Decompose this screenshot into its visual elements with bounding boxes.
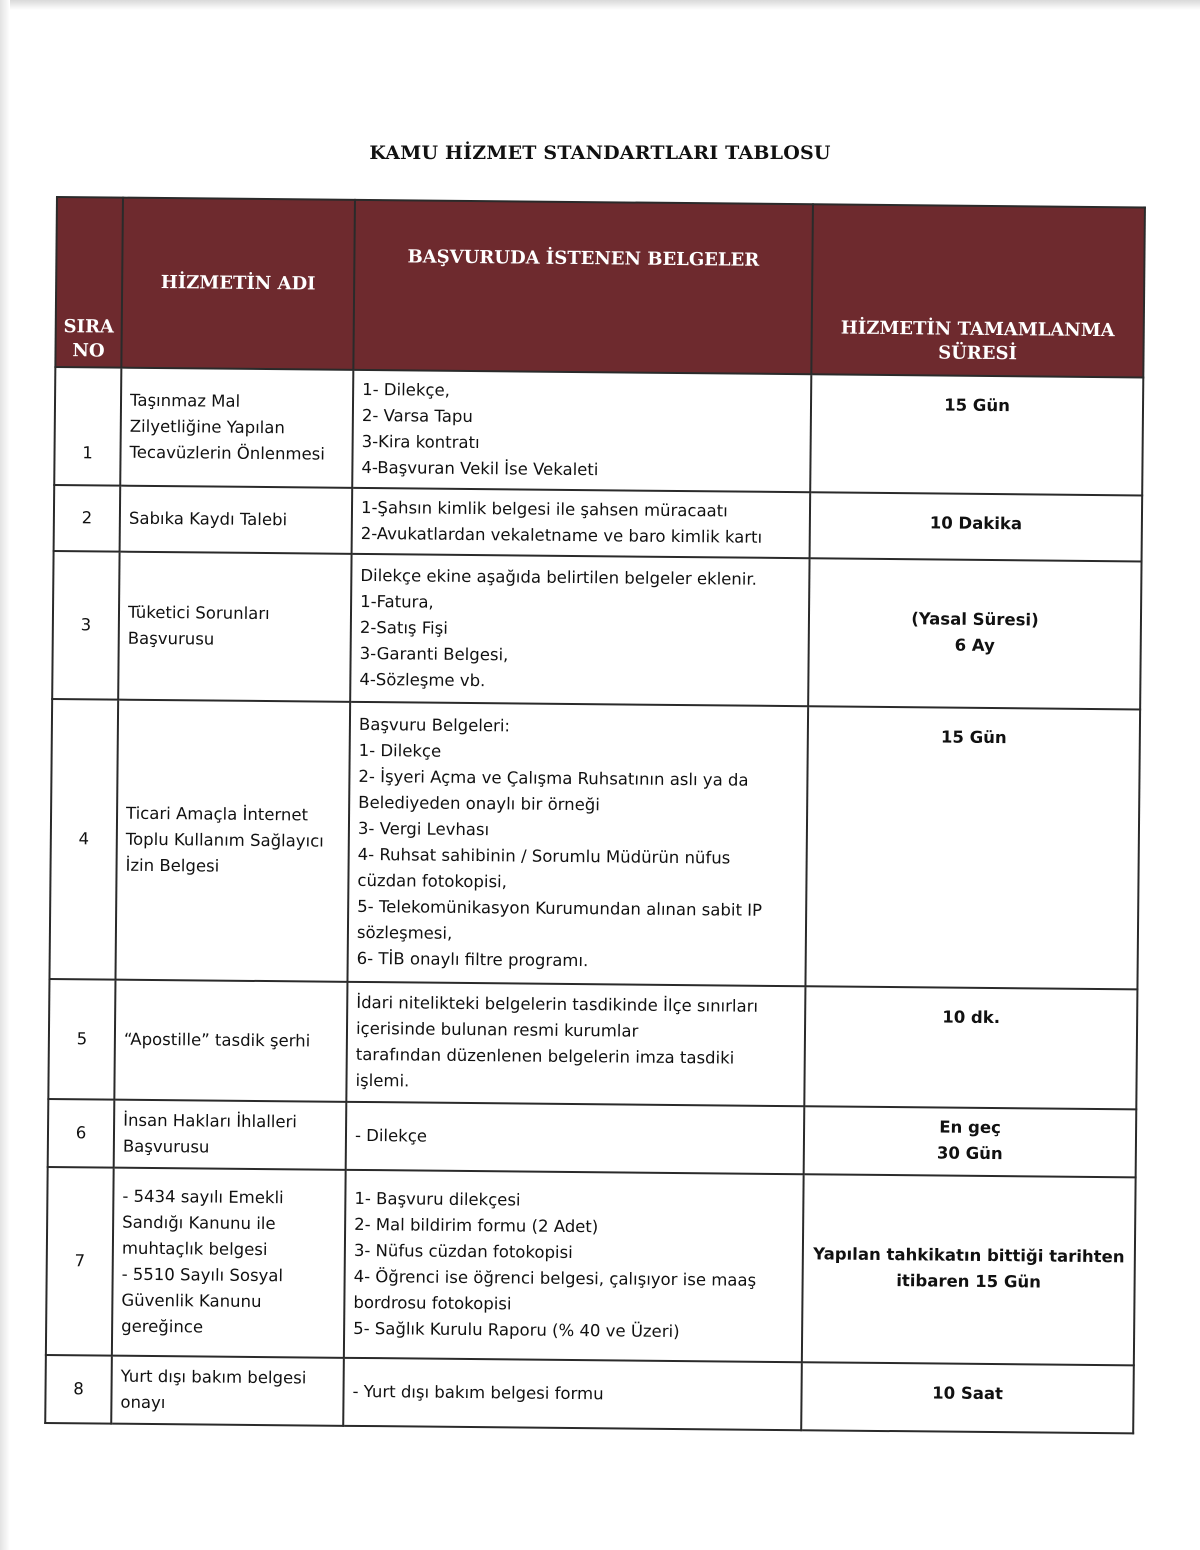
required-documents-cell-line: tarafından düzenlenen belgelerin imza tasdiki (355, 1044, 735, 1068)
row-number-cell: 8 (45, 1355, 112, 1424)
completion-time-cell (804, 986, 1137, 1109)
completion-time-cell-line: Yapılan tahkikatın bittiği tarihten (813, 1244, 1125, 1267)
service-name-cell-line: Tüketici Sorunları (127, 602, 270, 624)
required-documents-cell-line: 4- Ruhsat sahibinin / Sorumlu Müdürün nüfus (357, 844, 731, 868)
table-body (45, 367, 1143, 1433)
service-name-cell-line: Sandığı Kanunu ile (122, 1212, 276, 1234)
required-documents-cell-line: 4-Sözleşme vb. (359, 669, 486, 691)
scan-left-edge (0, 0, 10, 1550)
required-documents-cell-line: bordrosu fotokopisi (353, 1292, 512, 1314)
required-documents-cell-line: 2- Varsa Tapu (361, 405, 473, 427)
required-documents-cell-line: sözleşmesi, (356, 922, 453, 943)
completion-time-cell (805, 706, 1140, 989)
required-documents-cell (344, 1170, 804, 1362)
completion-time-cell (810, 492, 1143, 561)
service-name-cell-line: gereğince (121, 1316, 204, 1337)
service-name-cell (120, 486, 353, 554)
completion-time-cell-line: 10 Saat (932, 1383, 1004, 1404)
required-documents-cell-line: 3-Kira kontratı (361, 431, 480, 453)
required-documents-cell-line: 6- TİB onaylı filtre programı. (356, 948, 589, 971)
service-name-cell-line: İzin Belgesi (125, 855, 220, 876)
required-documents-cell (352, 488, 811, 558)
service-name-cell (114, 1100, 347, 1170)
service-name-cell-line: - 5434 sayılı Emekli (122, 1186, 284, 1208)
completion-time-cell-line: En geç (939, 1117, 1001, 1138)
required-documents-cell-line: içerisinde bulunan resmi kurumlar (355, 1018, 639, 1041)
required-documents-cell (347, 702, 808, 986)
row-number-cell: 7 (46, 1167, 114, 1356)
required-documents-cell-line: 1- Dilekçe (358, 740, 442, 761)
table-header-row (55, 197, 1145, 377)
required-documents-cell (346, 1102, 805, 1174)
completion-time-cell (810, 374, 1143, 495)
service-name-cell-line: “Apostille” tasdik şerhi (123, 1029, 311, 1051)
service-name-cell-line: Başvurusu (127, 628, 215, 649)
completion-time-cell-line: (Yasal Süresi) (911, 609, 1039, 630)
row-number-cell: 6 (48, 1099, 115, 1168)
service-name-cell-line: - 5510 Sayılı Sosyal (121, 1264, 284, 1286)
completion-time-cell-line: 10 Dakika (929, 513, 1023, 534)
required-documents-cell-line: 5- Sağlık Kurulu Raporu (% 40 ve Üzeri) (353, 1318, 680, 1342)
table-row (49, 699, 1140, 989)
required-documents-cell-line: 3- Nüfus cüzdan fotokopisi (353, 1240, 573, 1263)
required-documents-cell-line: 4- Öğrenci ise öğrenci belgesi, çalışıyor ise maaş (353, 1266, 757, 1290)
required-documents-cell-line: Belediyeden onaylı bir örneği (358, 792, 600, 815)
required-documents-cell-line: - Yurt dışı bakım belgesi formu (352, 1381, 604, 1404)
required-documents-cell-line: İdari nitelikteki belgelerin tasdikinde İlçe sınırları (356, 992, 759, 1016)
table-row (54, 367, 1143, 495)
completion-time-cell-line: 15 Gün (944, 395, 1010, 416)
required-documents-cell-line: 5- Telekomünikasyon Kurumundan alınan sabit IP (357, 896, 763, 920)
required-documents-cell-line: 1-Fatura, (360, 591, 434, 612)
required-documents-cell-line: Başvuru Belgeleri: (358, 714, 511, 736)
required-documents-cell-line: 2- İşyeri Açma ve Çalışma Ruhsatının aslı ya da (358, 766, 749, 790)
required-documents-cell-line: 1-Şahsın kimlik belgesi ile şahsen müracaatı (360, 497, 728, 521)
table-row (48, 979, 1137, 1109)
table-row (48, 1099, 1137, 1177)
required-documents-cell (352, 370, 811, 492)
service-name-cell (112, 1168, 346, 1358)
required-documents-cell-line: Dilekçe ekine aşağıda belirtilen belgeler eklenir. (360, 565, 758, 589)
service-name-cell (111, 1356, 344, 1426)
service-name-cell-line: Başvurusu (122, 1136, 210, 1157)
completion-time-cell (801, 1362, 1134, 1433)
required-documents-cell-line: - Dilekçe (354, 1125, 428, 1146)
service-name-cell-line: Yurt dışı bakım belgesi (120, 1366, 307, 1388)
completion-time-cell-line: 10 dk. (942, 1007, 1001, 1028)
completion-time-cell-line: 30 Gün (936, 1143, 1003, 1164)
service-name-cell (118, 552, 351, 702)
header-tamamlanma-suresi: HİZMETİN TAMAMLANMA SÜRESİ (811, 204, 1145, 377)
standards-table (44, 196, 1146, 1434)
header-basvuru-belgeleri: BAŞVURUDA İSTENEN BELGELER (353, 200, 813, 374)
service-name-cell-line: Sabıka Kaydı Talebi (128, 508, 288, 530)
service-name-cell (114, 980, 347, 1102)
header-hizmetin-adi: HİZMETİN ADI (121, 198, 355, 370)
service-name-cell (120, 368, 353, 488)
scan-top-edge (0, 0, 1200, 10)
service-name-cell-line: Ticari Amaçla İnternet (125, 803, 309, 825)
required-documents-cell-line: işlemi. (355, 1070, 410, 1091)
required-documents-cell-line: 2-Avukatlardan vekaletname ve baro kimlik kartı (360, 523, 763, 547)
service-name-cell-line: onayı (120, 1392, 166, 1413)
service-name-cell-line: Zilyetliğine Yapılan (129, 416, 285, 438)
service-name-cell-line: Taşınmaz Mal (129, 390, 241, 411)
service-name-cell (115, 700, 350, 982)
table-row (52, 551, 1141, 709)
table-row (54, 485, 1143, 561)
required-documents-cell (343, 1358, 802, 1430)
service-name-cell-line: Toplu Kullanım Sağlayıcı (125, 829, 324, 851)
required-documents-cell-line: 1- Başvuru dilekçesi (354, 1188, 521, 1210)
row-number-cell: 4 (49, 699, 118, 980)
required-documents-cell-line: 3- Vergi Levhası (357, 818, 490, 840)
completion-time-cell-line: itibaren 15 Gün (896, 1271, 1042, 1292)
required-documents-cell-line: cüzdan fotokopisi, (357, 870, 508, 892)
completion-time-cell (804, 1106, 1137, 1177)
completion-time-cell-line: 15 Gün (940, 727, 1007, 748)
completion-time-cell (808, 558, 1141, 709)
header-sira-no: SIRA NO (55, 197, 123, 368)
required-documents-cell-line: 3-Garanti Belgesi, (359, 643, 509, 665)
required-documents-cell-line: 1- Dilekçe, (362, 379, 450, 400)
document-title: KAMU HİZMET STANDARTLARI TABLOSU (369, 142, 831, 164)
standards-table-container (44, 196, 1144, 1434)
service-name-cell-line: Güvenlik Kanunu (121, 1290, 262, 1312)
completion-time-cell-line: 6 Ay (954, 635, 995, 656)
row-number-cell: 3 (52, 551, 119, 700)
table-row (45, 1355, 1134, 1433)
service-name-cell-line: muhtaçlık belgesi (121, 1238, 268, 1260)
required-documents-cell (350, 554, 809, 706)
required-documents-cell (346, 982, 805, 1106)
row-number-cell: 2 (54, 485, 121, 552)
required-documents-cell-line: 4-Başvuran Vekil İse Vekaleti (361, 457, 599, 480)
service-name-cell-line: Tecavüzlerin Önlenmesi (129, 442, 325, 464)
table-row (46, 1167, 1136, 1365)
service-name-cell-line: İnsan Hakları İhlalleri (123, 1110, 298, 1132)
required-documents-cell-line: 2-Satış Fişi (359, 617, 448, 638)
completion-time-cell (802, 1174, 1136, 1365)
row-number-cell: 1 (54, 367, 121, 486)
required-documents-cell-line: 2- Mal bildirim formu (2 Adet) (354, 1214, 599, 1237)
row-number-cell: 5 (48, 979, 115, 1100)
